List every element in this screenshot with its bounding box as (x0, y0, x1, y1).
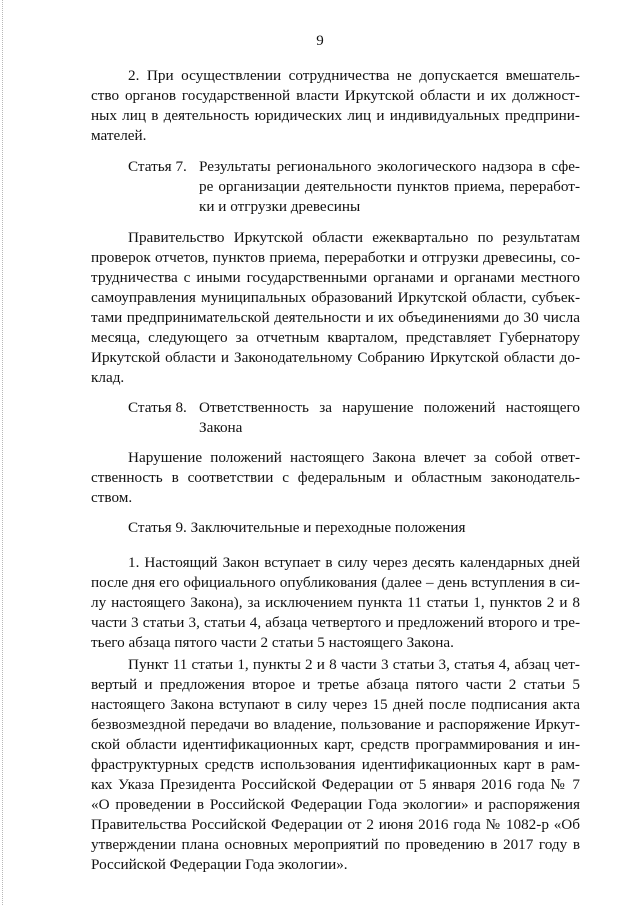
page-number: 9 (316, 33, 324, 49)
article-7-title: ре организации деятельности пунктов приема, переработ- (199, 178, 580, 195)
text-line: тьего абзаца пятого части 2 статьи 5 настоящего Закона. (91, 634, 454, 651)
text-line: вертый и предложения второе и третье абзаца пятого части 2 статьи 5 (91, 676, 580, 693)
text-line: лу настоящего Закона), за исключением пункта 11 статьи 1, пунктов 2 и 8 (91, 594, 580, 611)
text-line: безвозмездной передачи во владение, пользование и распоряжение Иркут- (91, 716, 580, 733)
text-line: Правительства Российской Федерации от 2 июня 2016 года № 1082-р «Об (91, 816, 580, 833)
text-line: месяца, следующего за отчетным кварталом, представляет Губернатору (91, 329, 580, 346)
text-line: ством. (91, 489, 133, 506)
text-line: Российской Федерации Года экологии». (91, 856, 348, 873)
text-line: Правительство Иркутской области ежеквартально по результатам (128, 229, 580, 246)
article-7-title: ки и отгрузки древесины (199, 198, 361, 215)
page-edge-line (2, 0, 4, 905)
text-line: утверждении плана основных мероприятий по проведению в 2017 году в (91, 836, 580, 853)
text-line: Пункт 11 статьи 1, пункты 2 и 8 части 3 статьи 3, статья 4, абзац чет- (128, 656, 580, 673)
text-line: 2. При осуществлении сотрудничества не допускается вмешатель- (128, 67, 580, 84)
text-line: фраструктурных средств использования идентификационных карт в рам- (91, 756, 580, 773)
article-9-heading: Статья 9. Заключительные и переходные положения (128, 519, 466, 536)
article-7-label: Статья 7. (128, 158, 187, 175)
text-line: трудничества с иными государственными органами и органами местного (91, 269, 580, 286)
text-line: ской области идентификационных карт, средств программирования и ин- (91, 736, 580, 753)
text-line: ственность в соответствии с федеральным и областным законодатель- (91, 469, 580, 486)
article-8-label: Статья 8. (128, 399, 187, 416)
text-line: настоящего Закона вступают в силу через 15 дней после подписания акта (91, 696, 580, 713)
text-line: мателей. (91, 127, 147, 144)
text-line: ках Указа Президента Российской Федерации от 5 января 2016 года № 7 (91, 776, 580, 793)
text-line: тами предпринимательской деятельности и их объединениями до 30 числа (91, 309, 580, 326)
text-line: «О проведении в Российской Федерации Года экологии» и распоряжения (91, 796, 580, 813)
article-7-title: Результаты регионального экологического надзора в сфе- (199, 158, 580, 175)
text-line: клад. (91, 369, 125, 386)
text-line: после дня его официального опубликования (далее – день вступления в си- (91, 574, 580, 591)
article-8-title: Ответственность за нарушение положений настоящего (199, 399, 580, 416)
text-line: Иркутской области и Законодательному Собранию Иркутской области до- (91, 349, 580, 366)
text-line: ство органов государственной власти Иркутской области и их должност- (91, 87, 580, 104)
text-line: 1. Настоящий Закон вступает в силу через десять календарных дней (128, 554, 580, 571)
text-line: ных лиц в деятельность юридических лиц и индивидуальных предприни- (91, 107, 580, 124)
text-line: части 3 статьи 3, статьи 4, абзаца четвертого и предложений второго и тре- (91, 614, 580, 631)
article-8-title: Закона (199, 419, 243, 436)
text-line: самоуправления муниципальных образований Иркутской области, субъек- (91, 289, 580, 306)
text-line: Нарушение положений настоящего Закона влечет за собой ответ- (128, 449, 580, 466)
text-line: проверок отчетов, пунктов приема, переработки и отгрузки древесины, со- (91, 249, 580, 266)
